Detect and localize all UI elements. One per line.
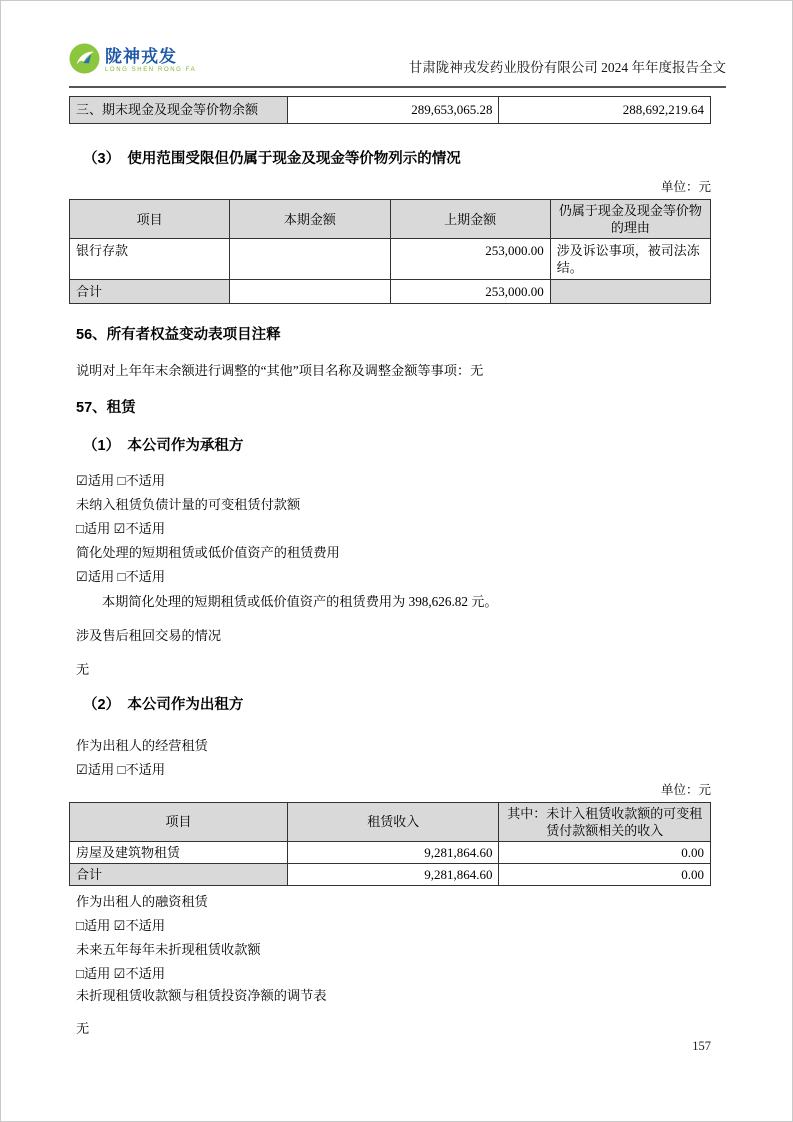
cash-balance-table-wrap — [69, 96, 711, 124]
restricted-cash-heading: （3） 使用范围受限但仍属于现金及现金等价物列示的情况 — [83, 151, 461, 167]
applicability-line: ☑适用 □不适用 — [76, 472, 166, 488]
operating-lease-label: 作为出租人的经营租赁 — [76, 737, 208, 753]
cash-balance-label: 三、期末现金及现金等价物余额 — [70, 97, 288, 124]
reconciliation-value: 无 — [76, 1021, 90, 1037]
simplified-lease-label: 简化处理的短期租赁或低价值资产的租赁费用 — [76, 544, 340, 560]
table-row — [70, 841, 711, 863]
applicability-line: □适用 ☑不适用 — [76, 918, 166, 934]
cell-item: 房屋及建筑物租赁 — [70, 841, 288, 863]
table-row-total — [70, 279, 711, 303]
cell-current — [230, 239, 390, 279]
cell-current — [230, 279, 390, 303]
lease-income-table — [69, 802, 711, 887]
sale-leaseback-label: 涉及售后租回交易的情况 — [76, 627, 222, 643]
brand-name-cn: 陇神戎发 — [105, 47, 177, 66]
document-title: 甘肃陇神戎发药业股份有限公司 2024 年年度报告全文 — [408, 60, 726, 75]
col-header-current: 本期金额 — [230, 200, 390, 239]
unit-label: 单位：元 — [660, 782, 711, 797]
section57-heading: 57、租赁 — [76, 399, 136, 416]
section56-note: 说明对上年年末余额进行调整的“其他”项目名称及调整金额等事项：无 — [76, 362, 484, 378]
col-header-variable: 其中：未计入租赁收款额的可变租赁付款额相关的收入 — [499, 802, 711, 841]
company-logo — [69, 43, 196, 78]
cell-item: 合计 — [70, 864, 288, 886]
table-row-total — [70, 864, 711, 886]
cell-item: 合计 — [70, 279, 230, 303]
lease-income-table-wrap — [69, 802, 711, 887]
finance-lease-label: 作为出租人的融资租赁 — [76, 894, 208, 910]
page-header — [69, 1, 726, 88]
cell-reason — [550, 279, 710, 303]
simplified-lease-note: 本期简化处理的短期租赁或低价值资产的租赁费用为 398,626.82 元。 — [102, 593, 498, 609]
restricted-cash-table — [69, 199, 711, 304]
page-number: 157 — [692, 1039, 711, 1053]
applicability-line: □适用 ☑不适用 — [76, 520, 166, 536]
table-header-row — [70, 802, 711, 841]
reconciliation-label: 未折现租赁收款额与租赁投资净额的调节表 — [76, 988, 327, 1004]
brand-name-en: LONG SHEN RONG FA — [105, 67, 197, 73]
col-header-prior: 上期金额 — [390, 200, 550, 239]
cell-variable: 0.00 — [499, 841, 711, 863]
lessee-heading: （1） 本公司作为承租方 — [83, 437, 244, 454]
cash-balance-prior: 288,692,219.64 — [499, 97, 711, 124]
section56-heading: 56、所有者权益变动表项目注释 — [76, 326, 281, 343]
col-header-income: 租赁收入 — [287, 802, 499, 841]
table-row — [70, 239, 711, 279]
future-receipts-label: 未来五年每年未折现租赁收款额 — [76, 942, 261, 958]
company-logo-text — [105, 48, 196, 73]
cell-prior: 253,000.00 — [390, 279, 550, 303]
cash-balance-current: 289,653,065.28 — [287, 97, 499, 124]
unit-label: 单位：元 — [660, 180, 711, 194]
col-header-item: 项目 — [70, 200, 230, 239]
cash-balance-table — [69, 96, 711, 124]
sale-leaseback-value: 无 — [76, 661, 90, 677]
col-header-item: 项目 — [70, 802, 288, 841]
restricted-cash-table-wrap — [69, 199, 711, 304]
applicability-line: ☑适用 □不适用 — [76, 761, 166, 777]
cell-prior: 253,000.00 — [390, 239, 550, 279]
cell-reason: 涉及诉讼事项，被司法冻结。 — [550, 239, 710, 279]
cell-income: 9,281,864.60 — [287, 864, 499, 886]
company-logo-icon — [69, 43, 100, 78]
applicability-line: □适用 ☑不适用 — [76, 966, 166, 982]
applicability-line: ☑适用 □不适用 — [76, 568, 166, 584]
table-row — [70, 97, 711, 124]
lessor-heading: （2） 本公司作为出租方 — [83, 696, 244, 713]
col-header-reason: 仍属于现金及现金等价物的理由 — [550, 200, 710, 239]
cell-income: 9,281,864.60 — [287, 841, 499, 863]
cell-variable: 0.00 — [499, 864, 711, 886]
cell-item: 银行存款 — [70, 239, 230, 279]
table-header-row — [70, 200, 711, 239]
variable-payments-label: 未纳入租赁负债计量的可变租赁付款额 — [76, 496, 301, 512]
